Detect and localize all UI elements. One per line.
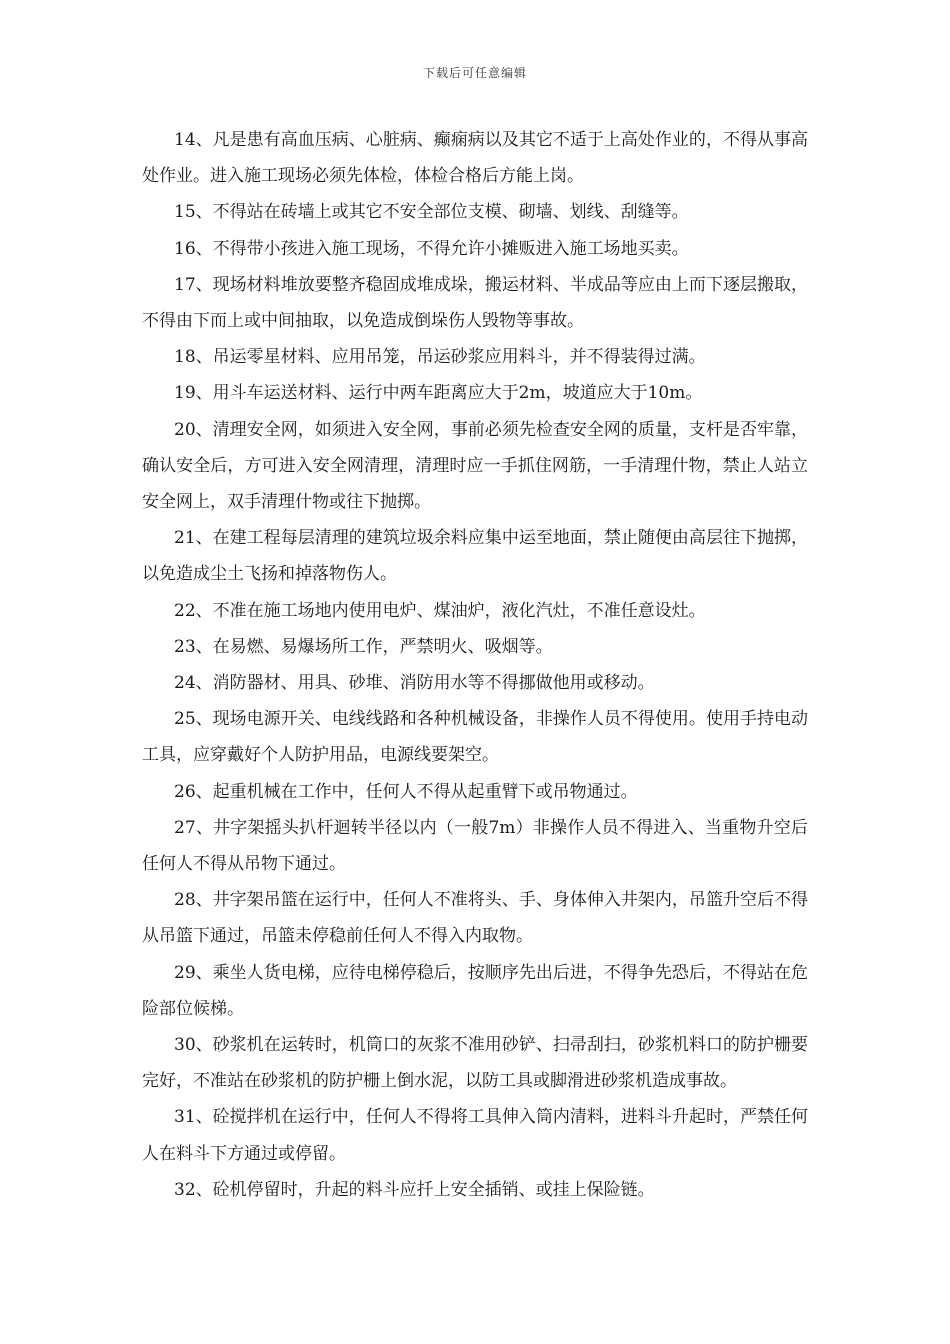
paragraph-28: 28、井字架吊篮在运行中，任何人不准将头、手、身体伸入井架内，吊篮升空后不得从吊篮下通过，吊篮未停稳前任何人不得入内取物。 — [142, 890, 808, 947]
paragraph-17: 17、现场材料堆放要整齐稳固成堆成垛，搬运材料、半成品等应由上而下逐层搬取，不得由下而上或中间抽取，以免造成倒垛伤人毁物等事故。 — [142, 274, 808, 332]
document-body — [142, 122, 808, 1208]
paragraph-29: 29、乘坐人货电梯，应待电梯停稳后，按顺序先出后进，不得争先恐后，不得站在危险部位候梯。 — [142, 962, 808, 1019]
paragraph-30: 30、砂浆机在运转时，机筒口的灰浆不准用砂铲、扫帚刮扫，砂浆机料口的防护栅要完好，不准站在砂浆机的防护栅上倒水泥，以防工具或脚滑进砂浆机造成事故。 — [142, 1035, 808, 1092]
paragraph-15: 15、不得站在砖墙上或其它不安全部位支模、砌墙、划线、刮缝等。 — [174, 202, 689, 223]
paragraph-19: 19、用斗车运送材料、运行中两车距离应大于2m，坡道应大于10m。 — [174, 383, 703, 404]
paragraph-23: 23、在易燃、易爆场所工作，严禁明火、吸烟等。 — [174, 636, 553, 657]
paragraph-16: 16、不得带小孩进入施工现场，不得允许小摊贩进入施工场地买卖。 — [174, 238, 689, 259]
paragraph-26: 26、起重机械在工作中，任何人不得从起重臂下或吊物通过。 — [174, 781, 638, 802]
paragraph-31: 31、砼搅拌机在运行中，任何人不得将工具伸入筒内清料，进料斗升起时，严禁任何人在料斗下方通过或停留。 — [142, 1107, 808, 1164]
paragraph-24: 24、消防器材、用具、砂堆、消防用水等不得挪做他用或移动。 — [174, 673, 655, 694]
paragraph-20: 20、清理安全网，如须进入安全网，事前必须先检查安全网的质量，支杆是否牢靠，确认安全后，方可进入安全网清理，清理时应一手抓住网筋，一手清理什物，禁止人站立安全网上，双手清理什物或往下抛掷。 — [142, 419, 808, 513]
paragraph-32: 32、砼机停留时，升起的料斗应扦上安全插销、或挂上保险链。 — [174, 1179, 655, 1200]
paragraph-27: 27、井字架摇头扒杆迴转半径以内（一般7m）非操作人员不得进入、当重物升空后任何人不得从吊物下通过。 — [142, 817, 808, 875]
page-header: 下载后可任意编辑 — [422, 66, 527, 80]
paragraph-14: 14、凡是患有高血压病、心脏病、癫痫病以及其它不适于上高处作业的，不得从事高处作业。进入施工现场必须先体检，体检合格后方能上岗。 — [142, 130, 808, 187]
paragraph-21: 21、在建工程每层清理的建筑垃圾余料应集中运至地面，禁止随便由高层往下抛掷，以免造成尘土飞扬和掉落物伤人。 — [142, 528, 808, 585]
paragraph-22: 22、不准在施工场地内使用电炉、煤油炉，液化汽灶，不准任意设灶。 — [174, 600, 706, 621]
paragraph-25: 25、现场电源开关、电线线路和各种机械设备，非操作人员不得使用。使用手持电动工具，应穿戴好个人防护用品，电源线要架空。 — [142, 709, 808, 766]
paragraph-18: 18、吊运零星材料、应用吊笼，吊运砂浆应用料斗，并不得装得过满。 — [174, 347, 706, 368]
